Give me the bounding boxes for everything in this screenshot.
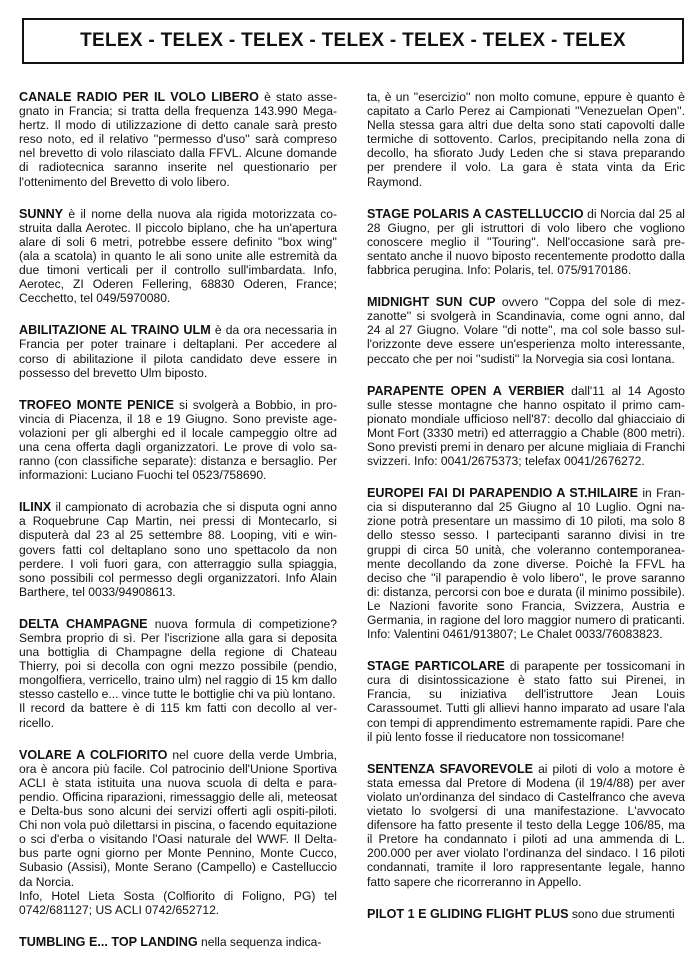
item-heading: ILINX <box>19 500 52 515</box>
item-heading: TUMBLING E... TOP LANDING <box>19 934 198 949</box>
item-body: ta, è un ''esercizio'' non molto comune, eppure è quanto è capitato a Carlo Perez ai Campionati ''Venezuelan Open''. Nella stessa gara altri due delta sono stati capovolti dalle termiche di sottovento. Carlos, precipitando nella zona di decollo, ha sfiorato Judy Leden che si stava preparando per prendere il volo. La gara è stata vinta da Eric Raymond. <box>367 90 685 189</box>
item-heading: CANALE RADIO PER IL VOLO LIBERO <box>19 90 259 104</box>
news-item <box>19 748 337 917</box>
news-item <box>19 935 337 949</box>
item-heading: PILOT 1 E GLIDING FLIGHT PLUS <box>367 906 569 921</box>
news-item <box>367 207 685 277</box>
item-body: nella sequenza indica- <box>197 934 322 949</box>
left-column <box>19 90 337 967</box>
news-item <box>19 90 337 189</box>
item-heading: ABILITAZIONE AL TRAINO ULM <box>19 323 211 338</box>
item-body: il campionato di acrobazia che si disputa ogni anno a Roquebrune Cap Martin, nei pressi di Montecarlo, si disputerà dal 23 al 25 settembre 88. Looping, viti e wingovers fatti col deltaplano sono uno spettacolo da non perdere. I voli fuori gara, con atterraggio sulla spiaggia, sono possibili col permesso degli organizzatori. Info Alain Barthere, tel 0033/94908613. <box>19 500 337 599</box>
item-heading: STAGE PARTICOLARE <box>367 659 505 674</box>
news-item <box>367 295 685 365</box>
item-body: è da ora necessaria in Francia per poter trainare i deltaplani. Per accedere al corso di abilitazione il pilota candidato deve essere in possesso del brevetto Ulm biposto. <box>19 323 337 380</box>
item-body: dall'11 al 14 Agosto sulle stesse montagne che hanno ospitato il primo campionato mondiale ufficioso nell'87: decollo dal ghiacciaio di Mont Fort (3330 metri) ed atterraggio a Chable (800 metri). Sono previsti premi in denaro per alcune migliaia di Franchi svizzeri. Info: 0041/2675373; telefax 0041/2676272. <box>367 383 685 469</box>
item-body: di parapente per tossicomani in cura di disintossicazione è stato fatto sui Pirenei, in Francia, su iniziativa dell'istruttore Jean Louis Carassoumet. Tutti gli allievi hanno imparato ad usare l'ala con tempi di apprendimento estremamente rapidi. Pare che il più lento fosse il rieducatore non tossicomane! <box>367 659 685 744</box>
item-body: è stato assegnato in Francia; si tratta della frequenza 143.990 Megahertz. Il modo di utilizzazione di detto canale sarà presto reso noto, ed il relativo ''permesso d'uso'' sarà compreso nel brevetto di volo rilasciato dalla FFVL. Alcune domande di radiotecnica saranno inserite nel questionario per l'ottenimento del Brevetto di volo libero. <box>19 90 337 189</box>
item-body: di Norcia dal 25 al 28 Giugno, per gli istruttori di volo libero che vogliono conoscere meglio il ''Touring''. Nell'occasione sarà presentato anche il nuovo biposto recentemente prodotto dalla fabbrica perugina. Info: Polaris, tel. 075/9170186. <box>367 206 685 278</box>
news-item <box>367 384 685 469</box>
news-item <box>19 323 337 379</box>
item-heading: PARAPENTE OPEN A VERBIER <box>367 383 565 398</box>
item-body: è il nome della nuova ala rigida motorizzata costruita dalla Aerotec. Il piccolo biplano, che ha un'apertura alare di soli 6 metri, potrebbe essere definito ''box wing'' (ala a scatola) in quanto le ali sono unite alle estremità da due timoni verticali per il controllo sull'imbardata. Info, Aerotec, ZI Oderen Fellering, 68830 Oderen, France; Cecchetto, tel 049/5970080. <box>19 206 337 306</box>
news-item <box>19 398 337 483</box>
news-item <box>367 762 685 889</box>
news-item <box>19 617 337 730</box>
item-heading: EUROPEI FAI DI PARAPENDIO A ST.HILAIRE <box>367 486 639 501</box>
item-body-extra: Il record da battere è di 115 km fatti con decollo al verricello. <box>19 701 337 730</box>
news-item <box>367 659 685 744</box>
right-column <box>367 90 685 939</box>
item-heading: VOLARE A COLFIORITO <box>19 747 168 762</box>
item-heading: MIDNIGHT SUN CUP <box>367 295 496 310</box>
item-body: nuova formula di competizione? Sembra proprio di sì. Per l'iscrizione alla gara si deposita una bottiglia di Champagne della regione di Chateau Thierry, poi si decolla con ogni mezzo possibile (pendio, mongolfiera, verricello, traino ulm) nel raggio di 15 km dallo stesso castello e... vince tutte le bottiglie chi va più lontano. <box>19 616 337 702</box>
news-item <box>367 90 685 189</box>
news-item <box>19 207 337 306</box>
item-body: si svolgerà a Bobbio, in provincia di Piacenza, il 18 e 19 Giugno. Sono previste agevolazioni per gli alberghi ed il locale campeggio oltre ad una cena offerta dagli organizzatori. Le prove di volo saranno (con classifiche separate): distanza e bersaglio. Per informazioni: Luciano Fuochi tel 0523/758690. <box>19 397 337 483</box>
item-body: ai piloti di volo a motore è stata emessa dal Pretore di Modena (il 19/4/88) per aver violato un'ordinanza del sindaco di Castelfranco che aveva vietato lo svolgersi di una manifestazione. L'avvocato difensore ha fatto presente il testo della Legge 106/85, ma il Pretore ha condannato i piloti ad una ammenda di L. 200.000 per aver violato l'ordinanza del sindaco. I 16 piloti condannati, tramite il loro rappresentante legale, hanno fatto sapere che ricorreranno in Appello. <box>367 761 686 889</box>
item-heading: SENTENZA SFAVOREVOLE <box>367 761 534 776</box>
news-item <box>367 486 685 641</box>
item-body: nel cuore della verde Umbria, ora è ancora più facile. Col patrocinio dell'Unione Sportiva ACLI è stata istituita una nuova scuola di delta e parapendio. Officina riparazioni, rimessaggio delle ali, meteosat e Delta-bus sono alcuni dei servizi offerti agli ospiti-piloti. Chi non vola può dilettarsi in piscina, o facendo equitazione o sci d'erba o visitando l'Oasi naturale del WWF. Il Delta-bus parte ogni giorno per Monte Pennino, Monte Cucco, Subasio (Assisi), Monte Serano (Campello) e Castelluccio da Norcia. <box>19 747 338 889</box>
item-body: ovvero ''Coppa del sole di mezzanotte'' si svolgerà in Scandinavia, come ogni anno, dal 24 al 27 Giugno. Volare ''di notte'', ma col sole basso sull'orizzonte deve essere un'esperienza molto interessante, peccato che per noi ''sudisti'' la Norvegia sia così lontana. <box>367 295 685 366</box>
news-item <box>19 500 337 599</box>
item-body: sono due strumenti <box>568 906 675 921</box>
item-heading: STAGE POLARIS A CASTELLUCCIO <box>367 206 584 221</box>
banner-text: TELEX - TELEX - TELEX - TELEX - TELEX - TELEX - TELEX <box>80 30 626 51</box>
item-body: in Francia si disputeranno dal 25 Giugno al 10 Luglio. Ogni nazione potrà presentare un massimo di 10 piloti, ma solo 8 dello stesso sesso. I partecipanti saranno divisi in tre gruppi di circa 50 unità, che voleranno contemporaneamente decollando da zone diverse. Poichè la FFVL ha deciso che ''il parapendio è volo libero'', le prove saranno di: distanza, percorsi con boe e durata (il minimo possibile). Le Nazioni favorite sono Francia, Svizzera, Austria e Germania, in ragione del loro maggior numero di praticanti. Info: Valentini 0461/913807; Le Chalet 0033/76083823. <box>367 486 685 642</box>
telex-banner <box>22 18 684 64</box>
item-body-extra: Info, Hotel Lieta Sosta (Colfiorito di Foligno, PG) tel 0742/681127; US ACLI 0742/652712. <box>19 888 337 917</box>
news-item <box>367 907 685 921</box>
item-heading: DELTA CHAMPAGNE <box>19 616 148 631</box>
item-heading: TROFEO MONTE PENICE <box>19 397 175 412</box>
item-heading: SUNNY <box>19 206 64 221</box>
